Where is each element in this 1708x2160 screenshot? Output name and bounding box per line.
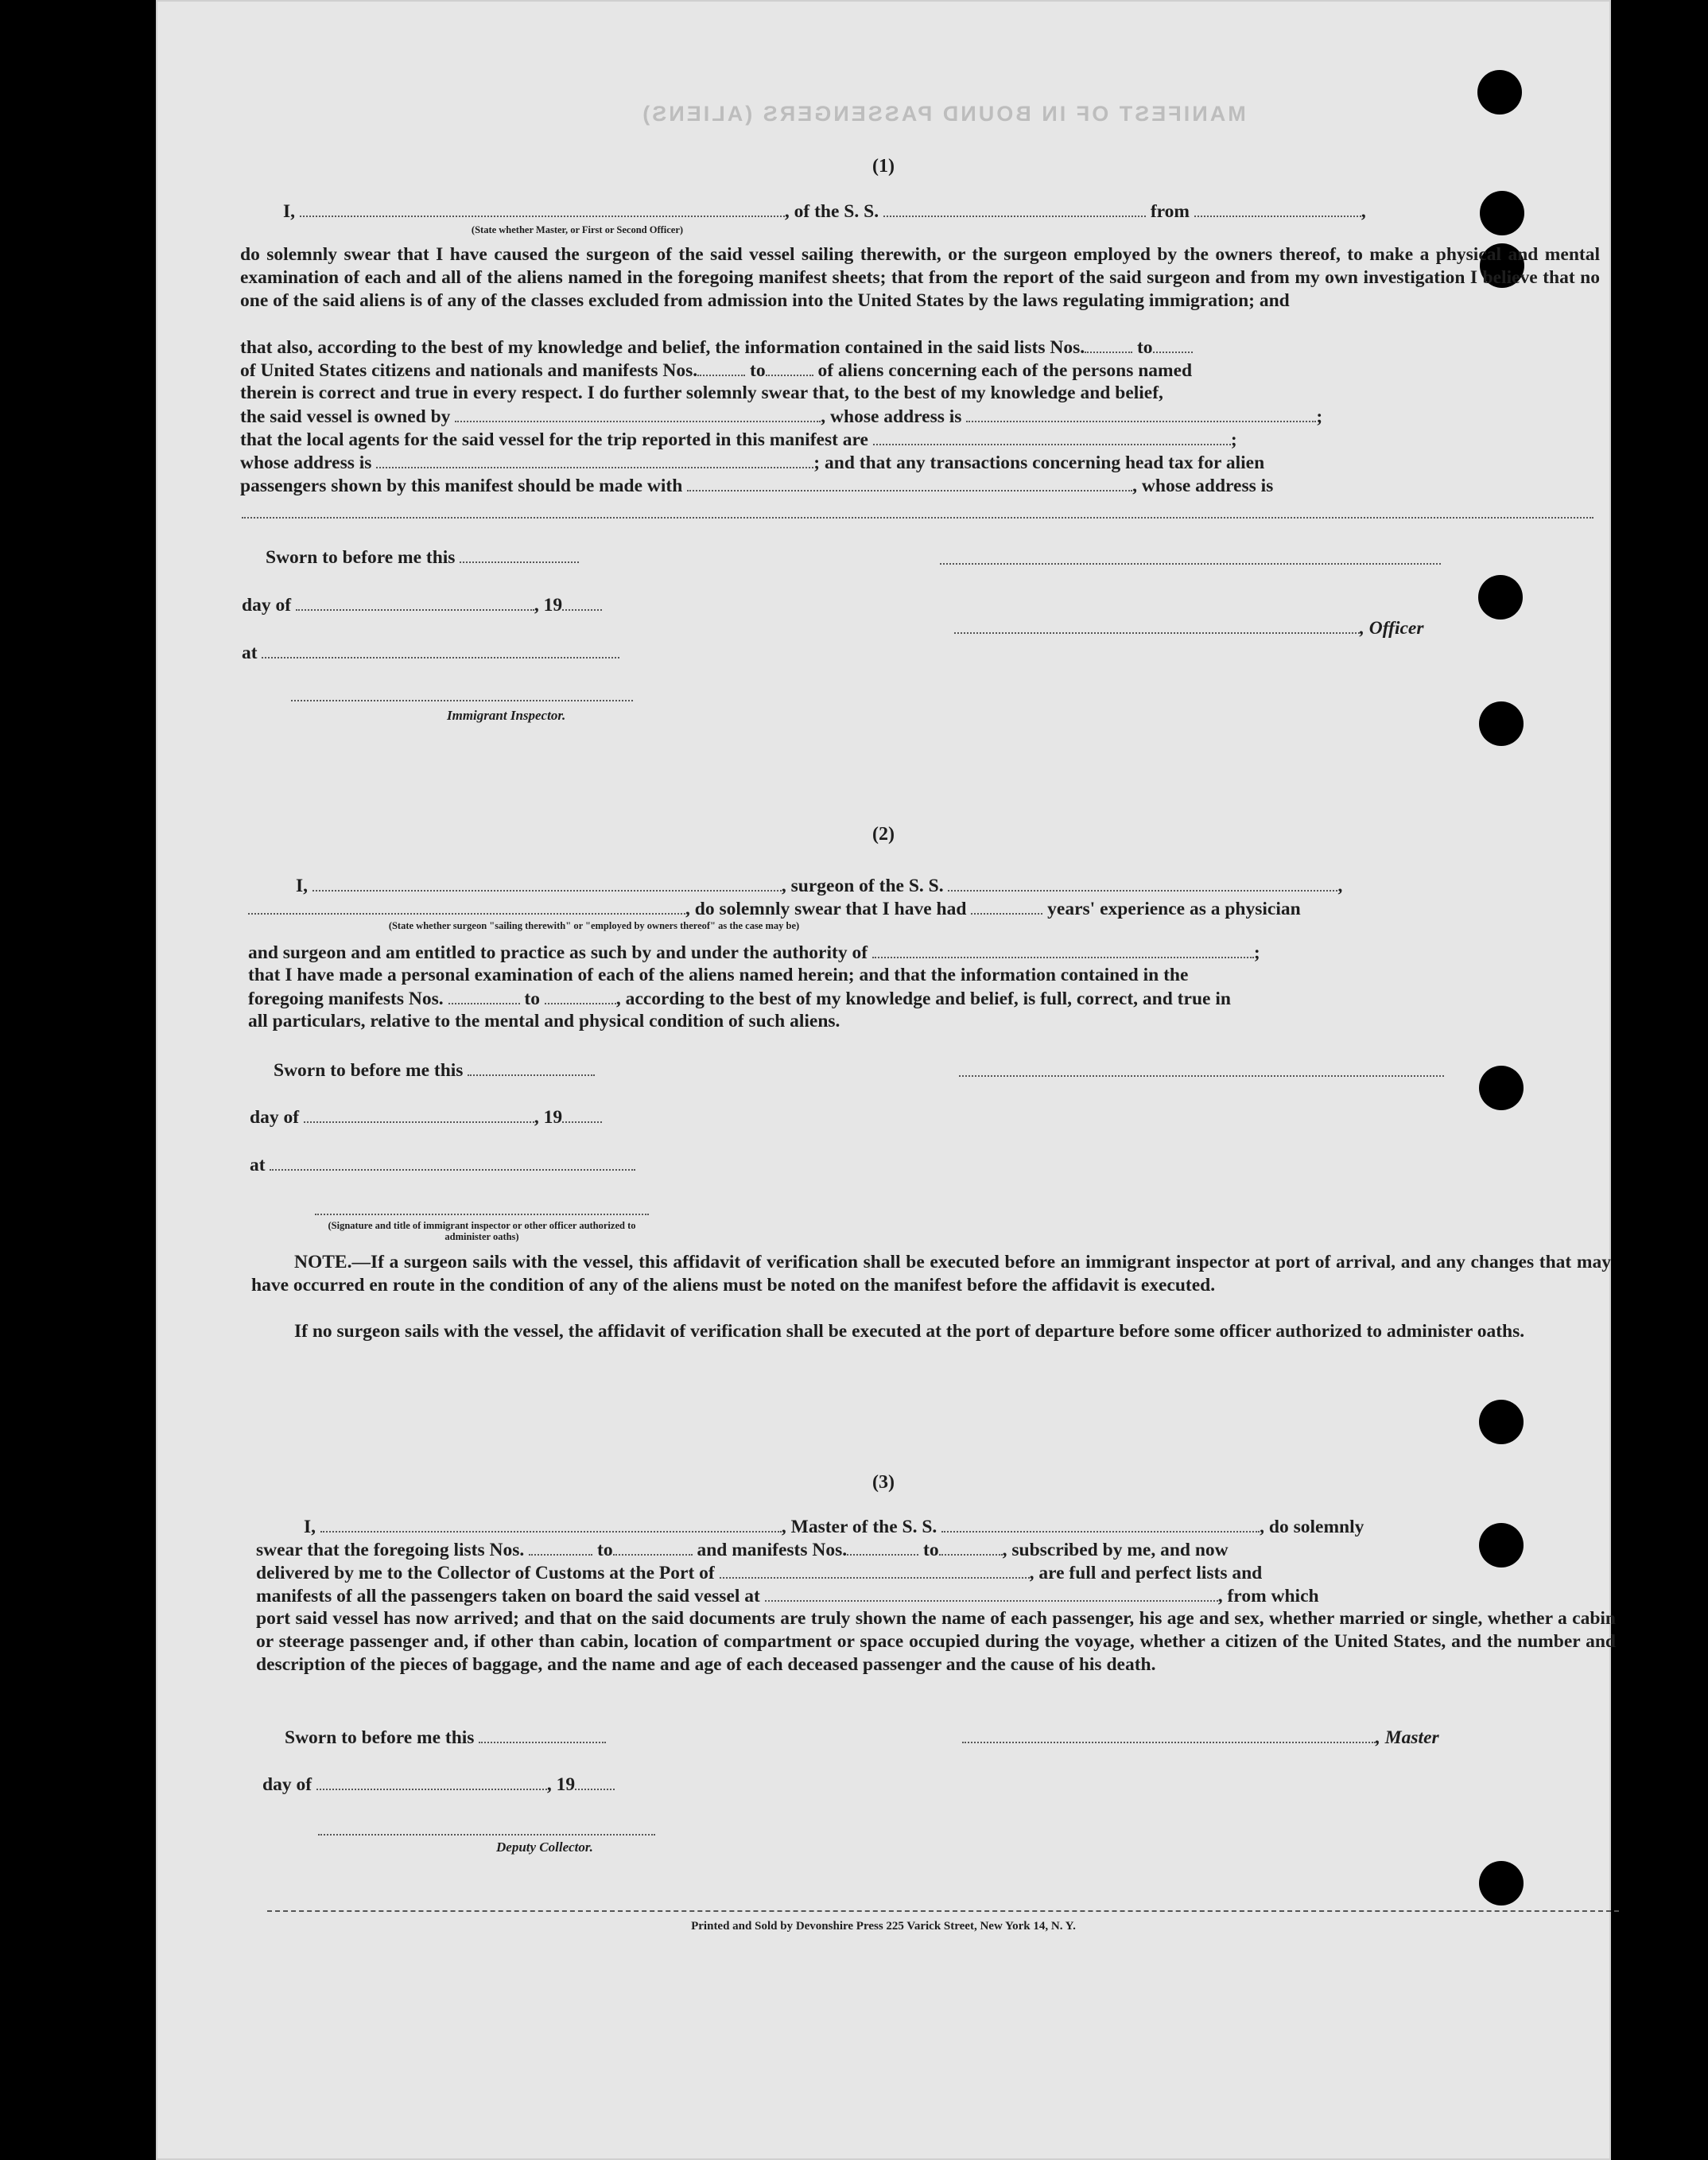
deputy-collector-label: Deputy Collector.: [496, 1839, 593, 1855]
binder-hole: [1479, 1400, 1524, 1444]
section-2-opening: I, , surgeon of the S. S. ,: [296, 876, 1343, 896]
section-1-therein-line: therein is correct and true in every respect. I do further solemnly swear that, to the best of my knowledge and belief,: [240, 383, 1163, 403]
section-1-address-line: whose address is ; and that any transactions concerning head tax for alien: [240, 453, 1265, 473]
section-1-agents-line: that the local agents for the said vessel for the trip reported in this manifest are ;: [240, 429, 1237, 450]
section-3-body: port said vessel has now arrived; and that on the said documents are truly shown the name of each passenger, his age and sex, whether married or single, whether a cabin or steerage passenger and, if other than cabin, location of compartment or space occupied during the voyage, whether a citizen of the United States, and the number and description of the pieces of baggage, and the name and age of each deceased passenger and the cause of his death.: [256, 1608, 1616, 1675]
signature-note: (Signature and title of immigrant inspector or other officer authorized to administer oaths): [328, 1220, 636, 1242]
address-rule: [242, 517, 1593, 519]
section-2-swear-line: , do solemnly swear that I have had years' experience as a physician: [248, 897, 1301, 921]
binder-hole: [1479, 701, 1524, 746]
section-3-manifests-line: manifests of all the passengers taken on board the said vessel at , from which: [256, 1586, 1319, 1606]
section-2-note-2: If no surgeon sails with the vessel, the affidavit of verification shall be executed at the port of departure before some officer authorized to administer oaths.: [294, 1321, 1525, 1342]
section-1-passengers-line: passengers shown by this manifest should be made with , whose address is: [240, 476, 1274, 496]
section-3-delivered-line: delivered by me to the Collector of Customs at the Port of , are full and perfect lists and: [256, 1563, 1263, 1583]
section-1-paragraph-1: do solemnly swear that I have caused the surgeon of the said vessel sailing therewith, or the surgeon employed by the owners thereof, to make a physical and mental examination of each and all of the aliens named in the foregoing manifest sheets; that from the report of the said surgeon and from my own investigation I believe that no one of the said aliens is of any of the classes excluded from admission into the United States by the laws regulating immigration; and: [240, 244, 1600, 311]
binder-hole: [1478, 575, 1523, 620]
section-2-all-line: all particulars, relative to the mental and physical condition of such aliens.: [248, 1011, 840, 1031]
section-3-swear-line: swear that the foregoing lists Nos. to and manifests Nos. to , subscribed by me, and now: [256, 1540, 1229, 1560]
officer-top-rule: [940, 563, 1441, 565]
surgeon-note: (State whether surgeon "sailing therewith" or "employed by owners thereof" as the case may be): [388, 920, 800, 931]
binder-hole: [1479, 1066, 1524, 1110]
footer-rule: [267, 1910, 1619, 1912]
printer-footer: Printed and Sold by Devonshire Press 225 Varick Street, New York 14, N. Y.: [691, 1920, 1076, 1933]
binder-hole: [1479, 1523, 1524, 1568]
section-3-opening: I, , Master of the S. S. , do solemnly: [304, 1517, 1364, 1537]
section-3-day-of: day of , 19: [262, 1773, 615, 1797]
master-note: (State whether Master, or First or Second Officer): [471, 224, 684, 235]
section-2-inspector-rule: [315, 1214, 649, 1215]
master-signature: , Master: [962, 1726, 1439, 1750]
section-1-manifests-line: of United States citizens and nationals and manifests Nos. to of aliens concerning each of the persons named: [240, 360, 1193, 381]
section-1-opening: I, , of the S. S. from ,: [283, 201, 1366, 222]
section-2-foregoing-line: foregoing manifests Nos. to , according to the best of my knowledge and belief, is full, correct, and true in: [248, 989, 1231, 1009]
section-2-at: at: [250, 1153, 635, 1177]
section-1-owned-line: the said vessel is owned by , whose address is ;: [240, 406, 1323, 427]
section-2-authority-line: and surgeon and am entitled to practice as such by and under the authority of ;: [248, 942, 1260, 963]
bleed-through-title: MANIFEST OF IN BOUND PASSENGERS (ALIENS): [640, 102, 1246, 126]
section-2-signature-rule: [959, 1075, 1444, 1077]
section-1-sworn: Sworn to before me this: [266, 546, 579, 569]
section-1-day-of: day of , 19: [242, 593, 602, 617]
section-3-sworn: Sworn to before me this: [285, 1726, 606, 1750]
manifest-page: [156, 0, 1616, 2160]
officer-signature: , Officer: [954, 616, 1423, 640]
section-3-number: (3): [872, 1472, 895, 1493]
section-1-lists-line: that also, according to the best of my knowledge and belief, the information contained in the said lists Nos. to: [240, 336, 1193, 359]
section-2-sworn: Sworn to before me this: [274, 1059, 595, 1082]
section-2-note: NOTE.—If a surgeon sails with the vessel, this affidavit of verification shall be executed before an immigrant inspector at port of arrival, and any changes that may have occurred en route in the condition of any of the aliens must be noted on the manifest before the affidavit is executed.: [251, 1252, 1611, 1296]
immigrant-inspector-label: Immigrant Inspector.: [447, 708, 566, 723]
section-2-number: (2): [872, 824, 895, 845]
section-1-number: (1): [872, 156, 895, 177]
inspector-rule: [291, 700, 633, 701]
deputy-rule: [318, 1834, 655, 1836]
section-2-day-of: day of , 19: [250, 1105, 602, 1129]
section-2-exam-line: that I have made a personal examination of each of the aliens named herein; and that the information contained in the: [248, 965, 1189, 985]
binder-hole: [1479, 1861, 1524, 1906]
section-1-at: at: [242, 641, 619, 665]
